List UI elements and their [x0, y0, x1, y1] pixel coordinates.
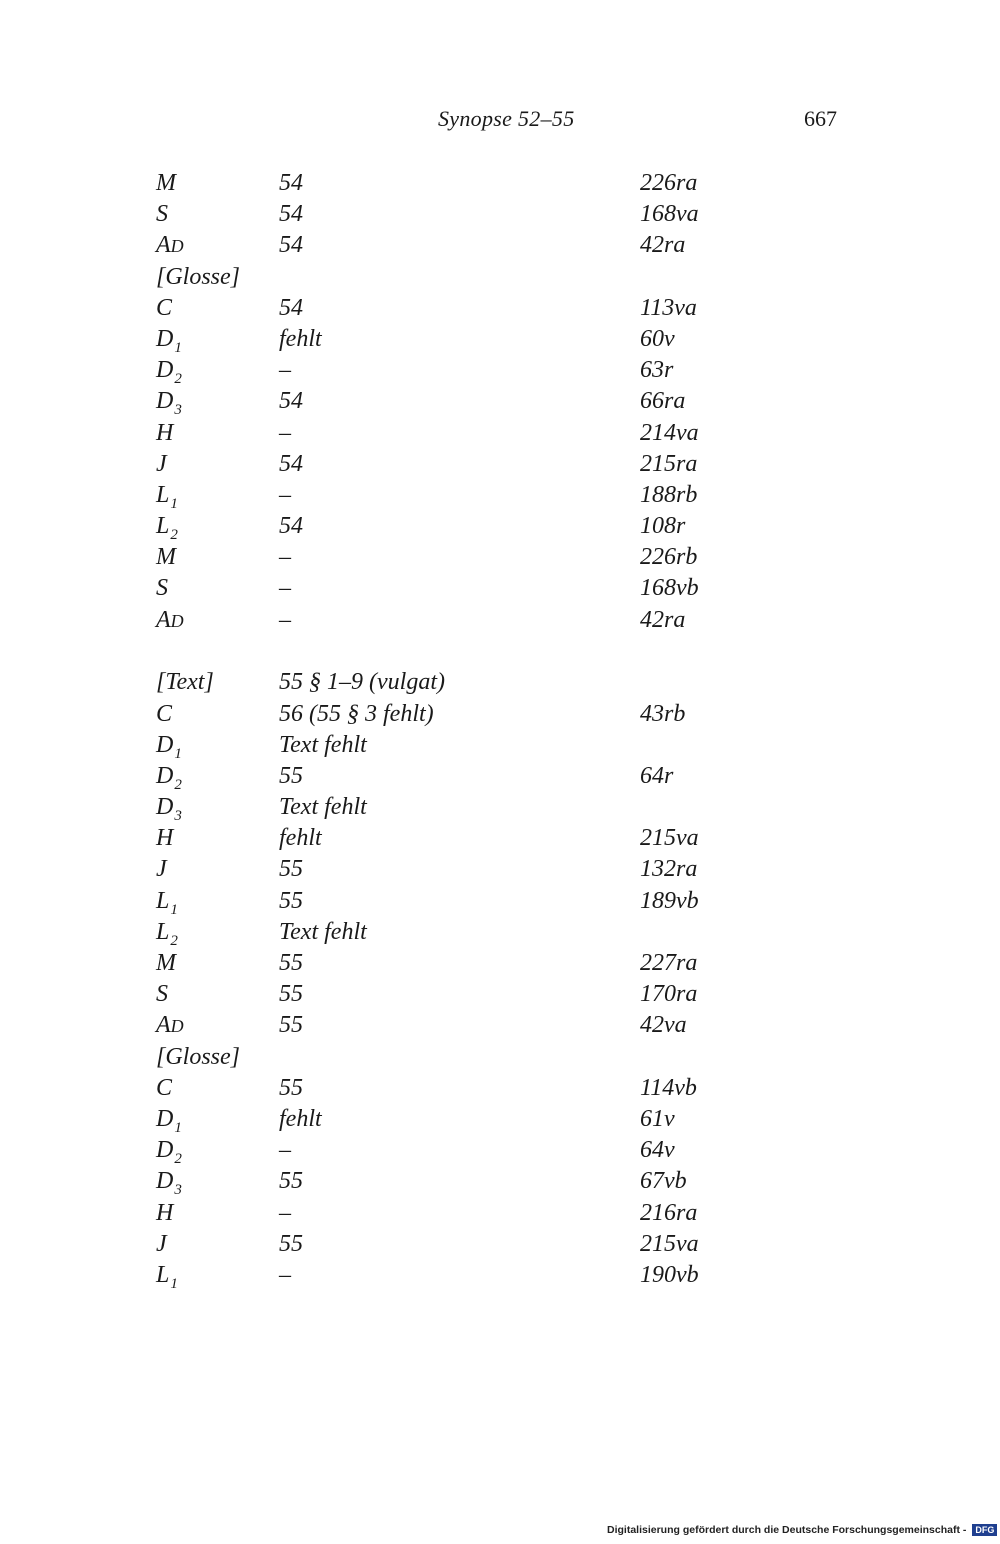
manuscript-siglum: $D_2$ [156, 357, 182, 388]
folio-reference: 114vb [640, 1074, 697, 1101]
chapter-reference: 54 [279, 232, 303, 259]
chapter-reference: – [279, 544, 291, 571]
chapter-reference: Text fehlt [279, 794, 367, 821]
table-row [156, 1073, 856, 1104]
table-row [156, 605, 856, 636]
folio-reference: 227ra [640, 950, 698, 976]
manuscript-siglum: [Glosse] [156, 1043, 241, 1070]
table-row [156, 1229, 856, 1260]
manuscript-siglum: $D_2$ [156, 762, 182, 793]
chapter-reference: 54 [279, 388, 303, 415]
manuscript-siglum: $D_1$ [156, 1105, 182, 1136]
table-row [156, 948, 856, 979]
chapter-reference: 54 [279, 201, 303, 228]
manuscript-siglum: H [156, 419, 174, 446]
manuscript-siglum: $L_1$ [156, 887, 178, 918]
folio-reference: 215va [640, 825, 699, 852]
folio-reference: 226rb [640, 544, 698, 571]
manuscript-siglum: $D_3$ [156, 1168, 182, 1199]
table-row [156, 293, 856, 324]
manuscript-siglum: $D_1$ [156, 325, 182, 356]
chapter-reference: – [279, 481, 291, 508]
folio-reference: 61v [640, 1105, 675, 1132]
chapter-reference: Text fehlt [279, 918, 367, 945]
table-row [156, 1198, 856, 1229]
table-row [156, 667, 856, 698]
table-row [156, 1260, 856, 1291]
table-row [156, 542, 856, 573]
table-row [156, 1135, 856, 1166]
dfg-logo-icon: DFG [972, 1524, 997, 1536]
chapter-reference: fehlt [279, 825, 322, 852]
chapter-reference: 54 [279, 513, 303, 540]
synopsis-table [156, 168, 856, 1291]
folio-reference: 64v [640, 1137, 675, 1164]
chapter-reference: 55 [279, 950, 303, 976]
manuscript-siglum: $D_1$ [156, 731, 182, 762]
table-row [156, 699, 856, 730]
table-row [156, 230, 856, 261]
manuscript-siglum: AD [156, 606, 184, 633]
table-row [156, 1104, 856, 1135]
manuscript-siglum: [Glosse] [156, 263, 241, 290]
folio-reference: 215va [640, 1230, 699, 1257]
manuscript-siglum: [Text] [156, 669, 214, 696]
folio-reference: 43rb [640, 700, 686, 727]
table-row [156, 480, 856, 511]
chapter-reference: fehlt [279, 1105, 322, 1132]
folio-reference: 226ra [640, 170, 698, 196]
chapter-reference: – [279, 1199, 291, 1226]
folio-reference: 168va [640, 201, 699, 228]
folio-reference: 216ra [640, 1199, 698, 1226]
folio-reference: 42ra [640, 606, 686, 633]
manuscript-siglum: $D_2$ [156, 1137, 182, 1168]
chapter-reference: – [279, 419, 291, 446]
footer-text: Digitalisierung gefördert durch die Deutsche Forschungsgemeinschaft [607, 1524, 960, 1536]
chapter-reference: 55 [279, 856, 303, 883]
folio-reference: 60v [640, 325, 675, 352]
footer-credit: Digitalisierung gefördert durch die Deutsche Forschungsgemeinschaft - DFG [607, 1524, 997, 1536]
manuscript-siglum: $L_2$ [156, 513, 178, 544]
table-row [156, 730, 856, 761]
page-number: 667 [804, 106, 837, 131]
manuscript-siglum: S [156, 981, 168, 1008]
chapter-reference: – [279, 575, 291, 602]
chapter-reference: 55 [279, 981, 303, 1008]
chapter-reference: fehlt [279, 325, 322, 352]
folio-reference: 42ra [640, 232, 686, 259]
table-row [156, 886, 856, 917]
table-row [156, 917, 856, 948]
manuscript-siglum: C [156, 700, 173, 727]
folio-reference: 42va [640, 1012, 687, 1039]
manuscript-siglum: M [156, 950, 176, 976]
chapter-reference: 55 [279, 1230, 303, 1257]
manuscript-siglum: J [156, 450, 167, 477]
table-row [156, 168, 856, 199]
table-row [156, 761, 856, 792]
chapter-reference: – [279, 1137, 291, 1164]
chapter-reference: – [279, 1261, 291, 1288]
chapter-reference: 55 [279, 887, 303, 914]
manuscript-siglum: S [156, 575, 168, 602]
table-row [156, 1042, 856, 1073]
chapter-reference: 55 § 1–9 (vulgat) [279, 669, 445, 696]
table-row [156, 511, 856, 542]
chapter-reference: 55 [279, 1168, 303, 1195]
chapter-reference: – [279, 357, 291, 384]
manuscript-siglum: S [156, 201, 168, 228]
table-row [156, 854, 856, 885]
manuscript-siglum: J [156, 856, 167, 883]
folio-reference: 132ra [640, 856, 698, 883]
manuscript-siglum: C [156, 1074, 173, 1101]
running-title: Synopse 52–55 [438, 106, 575, 131]
table-row [156, 1010, 856, 1041]
folio-reference: 190vb [640, 1261, 699, 1288]
folio-reference: 214va [640, 419, 699, 446]
table-row [156, 199, 856, 230]
table-row [156, 823, 856, 854]
table-row [156, 262, 856, 293]
table-row [156, 979, 856, 1010]
table-row [156, 355, 856, 386]
chapter-reference: 55 [279, 762, 303, 789]
table-row [156, 1166, 856, 1197]
manuscript-siglum: $L_1$ [156, 481, 178, 512]
manuscript-siglum: C [156, 294, 173, 321]
folio-reference: 67vb [640, 1168, 687, 1195]
chapter-reference: Text fehlt [279, 731, 367, 758]
manuscript-siglum: $D_3$ [156, 388, 182, 419]
folio-reference: 168vb [640, 575, 699, 602]
manuscript-siglum: M [156, 544, 176, 571]
chapter-reference: 54 [279, 170, 303, 196]
folio-reference: 188rb [640, 481, 698, 508]
folio-reference: 64r [640, 762, 674, 789]
table-row [156, 792, 856, 823]
manuscript-siglum: $L_2$ [156, 918, 178, 949]
folio-reference: 215ra [640, 450, 698, 477]
folio-reference: 170ra [640, 981, 698, 1008]
folio-reference: 113va [640, 294, 697, 321]
table-row [156, 573, 856, 604]
chapter-reference: 54 [279, 450, 303, 477]
chapter-reference: 56 (55 § 3 fehlt) [279, 700, 434, 727]
folio-reference: 63r [640, 357, 674, 384]
manuscript-siglum: M [156, 170, 176, 196]
folio-reference: 66ra [640, 388, 686, 415]
manuscript-siglum: J [156, 1230, 167, 1257]
manuscript-siglum: $D_3$ [156, 794, 182, 825]
folio-reference: 108r [640, 513, 686, 540]
manuscript-siglum: AD [156, 1012, 184, 1039]
table-row [156, 449, 856, 480]
chapter-reference: – [279, 606, 291, 633]
table-row [156, 324, 856, 355]
manuscript-siglum: AD [156, 232, 184, 259]
folio-reference: 189vb [640, 887, 699, 914]
manuscript-siglum: H [156, 825, 174, 852]
chapter-reference: 55 [279, 1012, 303, 1039]
chapter-reference: 54 [279, 294, 303, 321]
table-row [156, 386, 856, 417]
table-row [156, 418, 856, 449]
manuscript-siglum: H [156, 1199, 174, 1226]
chapter-reference: 55 [279, 1074, 303, 1101]
manuscript-siglum: $L_1$ [156, 1261, 178, 1292]
